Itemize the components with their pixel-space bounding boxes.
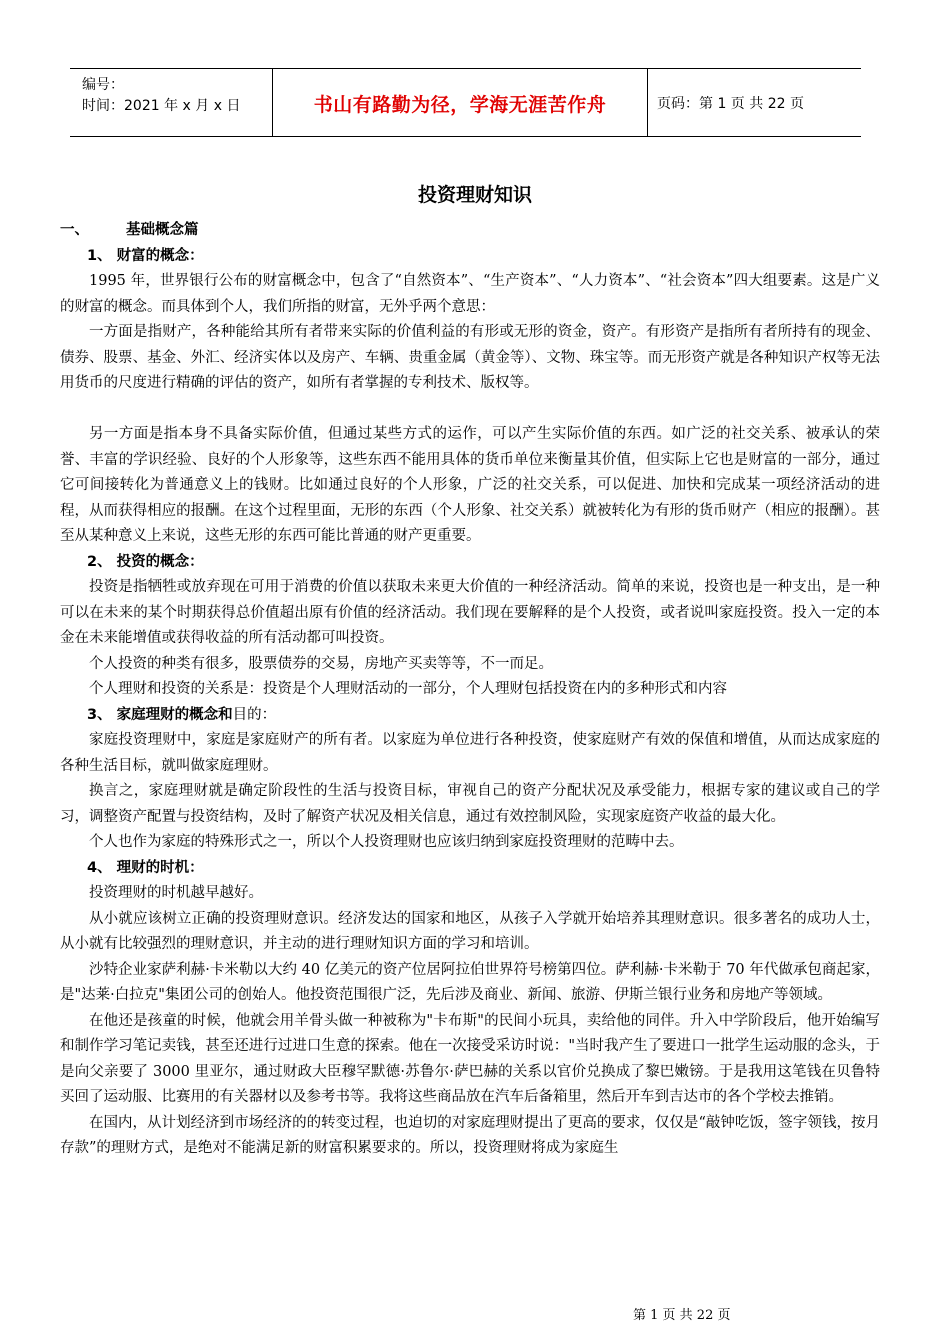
paragraph: 投资是指牺牲或放弃现在可用于消费的价值以获取未来更大价值的一种经济活动。简单的来说，投资也是一种支出，是一种可以在未来的某个时期获得总价值超出原有价值的经济活动。我们现在要解释的是个人投资，或者说叫家庭投资。投入一定的本金在未来能增值或获得收益的所有活动都可叫投资。	[60, 579, 880, 646]
page-footer: 第 1 页 共 22 页	[633, 1308, 731, 1323]
paragraph: 在国内，从计划经济到市场经济的的转变过程，也迫切的对家庭理财提出了更高的要求，仅仅是“敲钟吃饭，签字领钱，按月存款”的理财方式，是绝对不能满足新的财富积累要求的。所以，投资理财将成为家庭生	[60, 1114, 880, 1156]
paragraph: 个人也作为家庭的特殊形式之一，所以个人投资理财也应该归纳到家庭投资理财的范畴中去。	[89, 834, 684, 850]
subsection-heading-wealth: 1、 财富的概念：	[87, 247, 204, 264]
paragraph: 在他还是孩童的时候，他就会用羊骨头做一种被称为"卡布斯"的民间小玩具，卖给他的同伴。升入中学阶段后，他开始编写和制作学习笔记卖钱，甚至还进行过进口生意的探索。他在一次接受采访时说："当时我产生了要进口一批学生运动服的念头，于是向父亲要了 3000 里亚尔，通过财政大臣穆罕默德·苏鲁尔·萨巴赫的关系以官价兑换成了黎巴嫩镑。于是我用这笔钱在贝鲁特买回了运动服、比赛用的有关器材以及参考书等。我将这些商品放在汽车后备箱里，然后开车到吉达市的各个学校去推销。	[60, 1012, 880, 1105]
motto-text: 书山有路勤为径，学海无涯苦作舟	[313, 94, 607, 116]
paragraph: 1995 年，世界银行公布的财富概念中，包含了“自然资本”、“生产资本”、“人力资本”、“社会资本”四大组要素。这是广义的财富的概念。而具体到个人，我们所指的财富，无外乎两个意思：	[60, 273, 880, 315]
subsection-heading-tail: 目的：	[232, 706, 277, 723]
section-heading	[60, 218, 880, 244]
paragraph: 另一方面是指本身不具备实际价值，但通过某些方式的运作，可以产生实际价值的东西。如广泛的社交关系、被承认的荣誉、丰富的学识经验、良好的个人形象等，这些东西不能用具体的货币单位来衡量其价值，但实际上它也是财富的一部分，通过它可间接转化为普通意义上的钱财。比如通过良好的个人形象，广泛的社交关系，可以促进、加快和完成某一项经济活动的进程，从而获得相应的报酬。在这个过程里面，无形的东西（个人形象、社交关系）就被转化为有形的货币财产（相应的报酬）。甚至从某种意义上来说，这些无形的东西可能比普通的财产更重要。	[60, 426, 880, 544]
subsection-heading-family-finance	[60, 703, 880, 729]
paragraph: 一方面是指财产，各种能给其所有者带来实际的价值利益的有形或无形的资金，资产。有形资产是指所有者所持有的现金、债券、股票、基金、外汇、经济实体以及房产、车辆、贵重金属（黄金等）、文物、珠宝等。而无形资产就是各种知识产权等无法用货币的尺度进行精确的评估的资产，如所有者掌握的专利技术、版权等。	[60, 324, 880, 391]
header-table	[70, 68, 861, 137]
time-label: 时间：2021 年 x 月 x 日	[82, 98, 241, 114]
paragraph: 沙特企业家萨利赫·卡米勒以大约 40 亿美元的资产位居阿拉伯世界符号榜第四位。萨利赫·卡米勒于 70 年代做承包商起家，是"达莱·白拉克"集团公司的创始人。他投资范围很广泛，先后涉及商业、新闻、旅游、伊斯兰银行业务和房地产等领域。	[60, 961, 880, 1003]
section-number: 一、	[60, 222, 89, 238]
paragraph: 投资理财的时机越早越好。	[89, 885, 263, 901]
number-label: 编号：	[82, 77, 124, 93]
page-label: 页码：第 1 页 共 22 页	[657, 96, 804, 112]
paragraph: 家庭投资理财中，家庭是家庭财产的所有者。以家庭为单位进行各种投资，使家庭财产有效的保值和增值，从而达成家庭的各种生活目标，就叫做家庭理财。	[60, 732, 880, 774]
header-meta-cell	[70, 69, 273, 136]
paragraph: 个人理财和投资的关系是：投资是个人理财活动的一部分，个人理财包括投资在内的多种形式和内容	[89, 681, 727, 697]
paragraph: 个人投资的种类有很多，股票债券的交易，房地产买卖等等，不一而足。	[89, 655, 553, 672]
paragraph: 从小就应该树立正确的投资理财意识。经济发达的国家和地区，从孩子入学就开始培养其理财意识。很多著名的成功人士，从小就有比较强烈的理财意识，并主动的进行理财知识方面的学习和培训。	[60, 910, 880, 952]
paragraph: 换言之，家庭理财就是确定阶段性的生活与投资目标，审视自己的资产分配状况及承受能力，根据专家的建议或自己的学习，调整资产配置与投资结构，及时了解资产状况及相关信息，通过有效控制风险，实现家庭资产收益的最大化。	[60, 783, 880, 825]
header-page-cell	[648, 69, 861, 136]
subsection-heading-text: 3、 家庭理财的概念和	[87, 706, 233, 723]
subsection-heading-timing: 4、 理财的时机：	[87, 859, 204, 876]
document-body	[60, 218, 880, 1162]
document-title: 投资理财知识	[417, 184, 532, 206]
section-heading-text: 基础概念篇	[126, 222, 199, 238]
blank-line	[60, 397, 880, 423]
header-motto-cell	[273, 69, 648, 136]
subsection-heading-investment: 2、 投资的概念：	[87, 553, 204, 570]
